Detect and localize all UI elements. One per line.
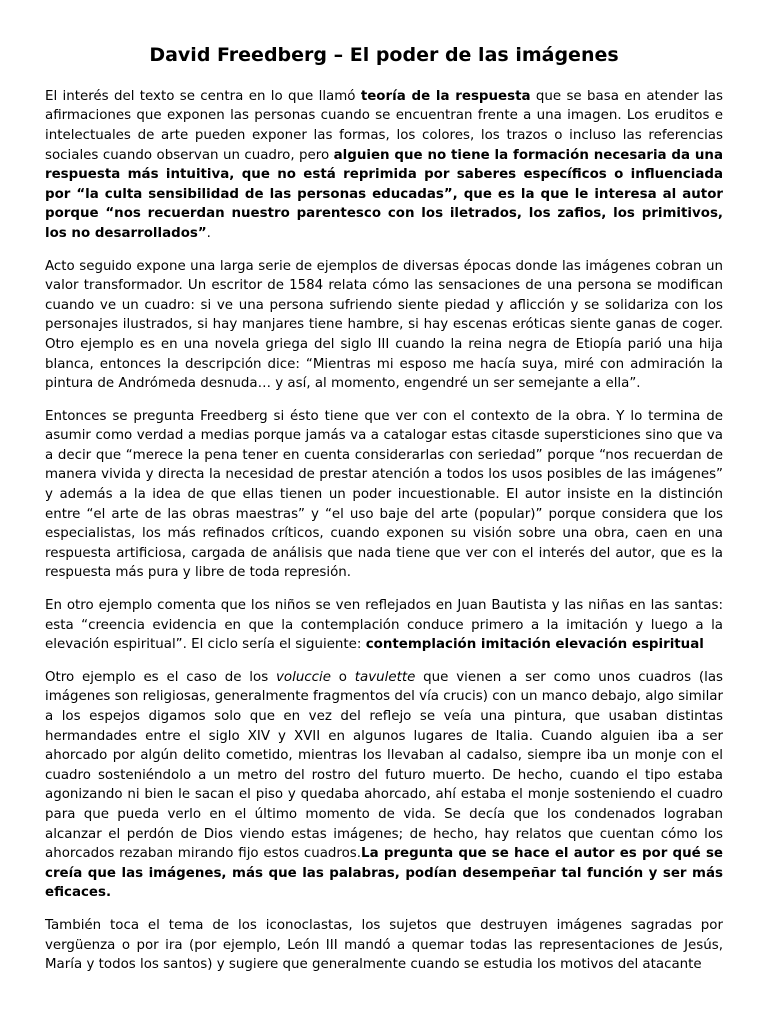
p1-bold-quote: alguien que no tiene la formación necesaria da una respuesta más intuitiva, que no está reprimida por saberes específicos o influenciada por “la culta sensibilidad de las personas educadas”, que es la que le interesa al autor porque “nos recuerdan nuestro parentesco con los iletrados, los zafios, los primitivos, los no desarrollados” xyxy=(45,147,724,241)
p5-text-a: Otro ejemplo es el caso de los xyxy=(45,669,276,685)
paragraph-ciclo xyxy=(45,596,723,655)
paragraph-respuesta xyxy=(45,87,723,244)
p5-text-b: o xyxy=(331,669,355,685)
paragraph-tavulette xyxy=(45,668,723,903)
paragraph-ejemplos: Acto seguido expone una larga serie de ejemplos de diversas épocas donde las imágenes cobran un valor transformador. Un escritor de 1584 relata cómo las sensaciones de una persona se modifican cuando ve un cuadro: si ve una persona sufriendo siente piedad y aflicción y se solidariza con los personajes ilustrados, si hay manjares tiene hambre, si hay escenas eróticas siente ganas de coger. Otro ejemplo es en una novela griega del siglo III cuando la reina negra de Etiopía parió una hija blanca, entonces la descripción dice: “Mientras mi esposo me hacía suya, miré con admiración la pintura de Andrómeda desnuda… y así, al momento, engendré un ser semejante a ella”. xyxy=(45,258,723,392)
p5-bold-pregunta: La pregunta que se hace el autor es por qué se creía que las imágenes, más que las palabras, podían desempeñar tal función y ser más eficaces. xyxy=(45,846,723,901)
p1-text-a: El interés del texto se centra en lo que llamó xyxy=(45,88,361,104)
p4-text-a: En otro ejemplo comenta que los niños se ven reflejados en Juan Bautista y las niñas en las santas: esta “creencia evidencia en que la contemplación conduce primero a la imitación y luego a la elevación espiritual”. El ciclo sería el siguiente: xyxy=(45,598,723,653)
paragraph-freedberg: Entonces se pregunta Freedberg si ésto tiene que ver con el contexto de la obra. Y lo termina de asumir como verdad a medias porque jamás va a catalogar estas citasde supersticiones sino que va a decir que “merece la pena tener en cuenta considerarlas con seriedad” porque “nos recuerdan de manera vivida y directa la necesidad de prestar atención a todos los usos posibles de las imágenes” y además a la idea de que ellas tienen un poder incuestionable. El autor insiste en la distinción entre “el arte de las obras maestras” y “el uso baje del arte (popular)” porque considera que los especialistas, los más refinados críticos, cuando exponen su visión sobre una obra, caen en una respuesta artificiosa, cargada de análisis que nada tiene que ver con el interés del autor, que es la respuesta más pura y libre de toda represión. xyxy=(45,408,723,581)
paragraph-iconoclastas: También toca el tema de los iconoclastas, los sujetos que destruyen imágenes sagradas por vergüenza o por ira (por ejemplo, León III mandó a quemar todas las representaciones de Jesús, María y todos los santos) y sugiere que generalmente cuando se estudia los motivos del atacante xyxy=(45,917,723,973)
p5-italic-tavulette: tavulette xyxy=(354,669,416,685)
p1-text-d: . xyxy=(206,225,211,241)
document-title: David Freedberg – El poder de las imágenes xyxy=(149,44,619,66)
p4-bold-ciclo: contemplación imitación elevación espiritual xyxy=(365,637,704,653)
p1-bold-teoria: teoría de la respuesta xyxy=(360,88,531,104)
p5-italic-voluccie: voluccie xyxy=(275,669,331,685)
p5-text-c: que vienen a ser como unos cuadros (las imágenes son religiosas, generalmente fragmentos del vía crucis) con un manco debajo, algo similar a los espejos digamos solo que en vez del reflejo se veía una pintura, que usaban distintas hermandades entre el siglo XIV y XVII en algunos lugares de Italia. Cuando alguien iba a ser ahorcado por algún delito cometido, mientras los llevaban al cadalso, siempre iba un monje con el cuadro sosteniéndolo a un metro del rostro del futuro muerto. De hecho, cuando el tipo estaba agonizando ni bien le sacan el piso y quedaba ahorcado, ahí estaba el monje sosteniendo el cuadro para que pueda verlo en el último momento de vida. Se decía que los condenados lograban alcanzar el perdón de Dios viendo estas imágenes; de hecho, hay relatos que cuentan cómo los ahorcados rezaban mirando fijo estos cuadros. xyxy=(45,669,723,862)
p1-text-c: que se basa en atender las afirmaciones que exponen las personas cuando se encuentran frente a una imagen. Los eruditos e intelectuales de arte pueden exponer las formas, los colores, los trazos o incluso las referencias sociales cuando observan un cuadro, pero xyxy=(45,88,723,163)
